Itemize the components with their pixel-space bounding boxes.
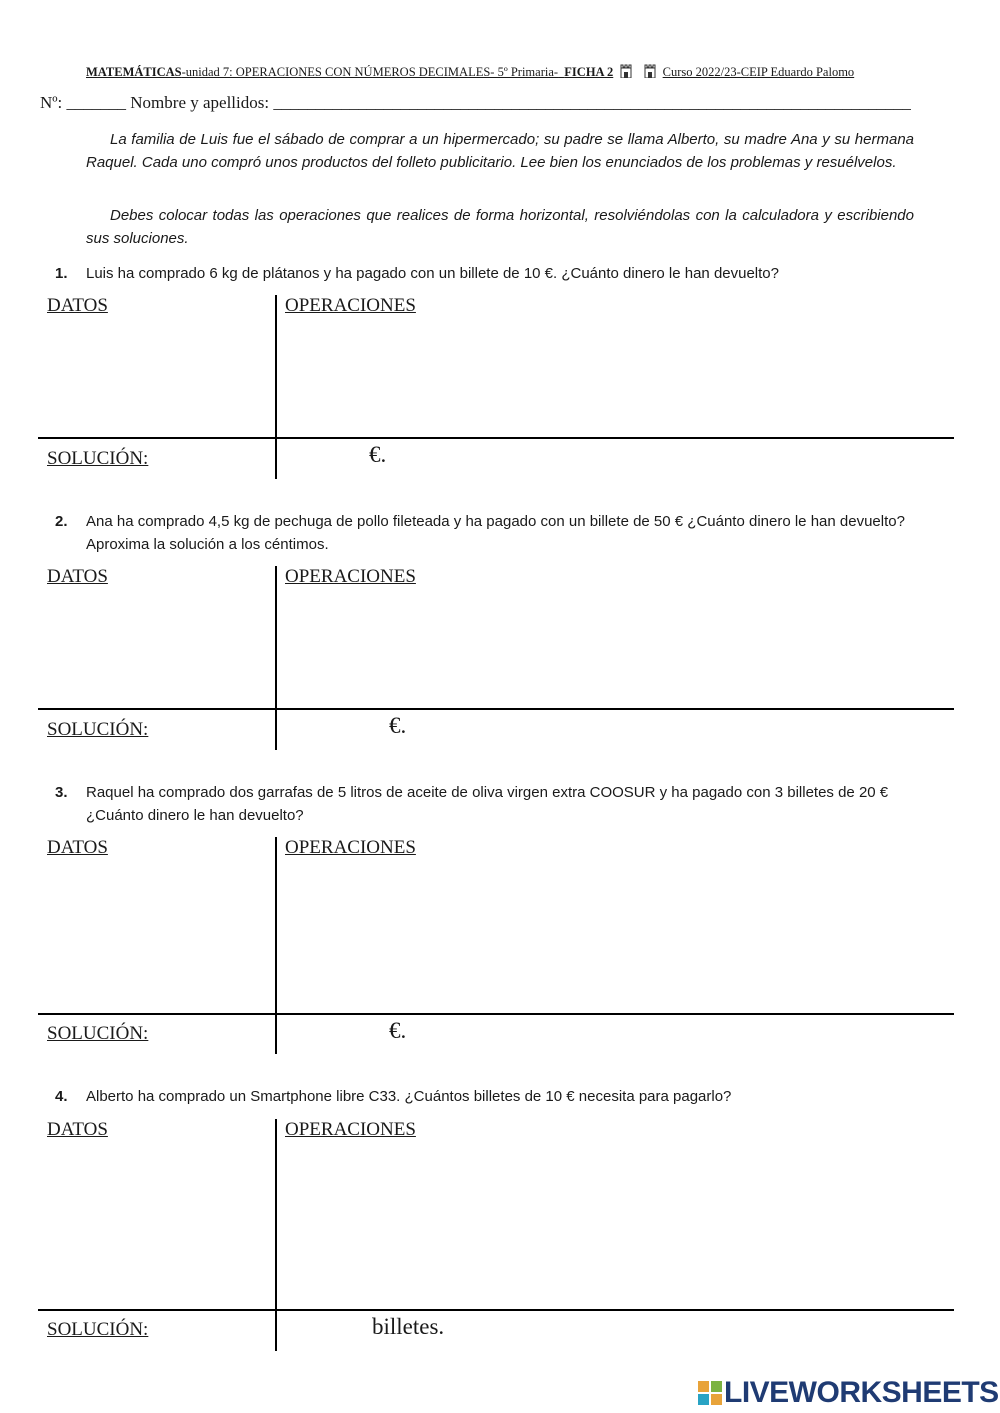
datos-label: DATOS <box>47 1119 108 1140</box>
operaciones-label: OPERACIONES <box>285 837 416 858</box>
datos-label: DATOS <box>47 566 108 587</box>
problem-4-statement <box>55 1085 916 1108</box>
student-line <box>40 93 911 113</box>
castle-icon <box>619 62 633 78</box>
solution-divider <box>38 708 954 710</box>
problem-4-answer-box <box>38 1119 954 1351</box>
solution-divider <box>38 1013 954 1015</box>
solution-divider <box>38 437 954 439</box>
header-sheet: FICHA 2 <box>564 65 614 79</box>
solucion-label: SOLUCIÓN: <box>47 1023 149 1044</box>
datos-label: DATOS <box>47 295 108 316</box>
problem-1-statement <box>55 262 916 285</box>
problem-text: Alberto ha comprado un Smartphone libre C33. ¿Cuántos billetes de 10 € necesita para pagarlo? <box>86 1088 732 1105</box>
problem-number: 4. <box>55 1088 68 1105</box>
header-subject: MATEMÁTICAS <box>86 65 182 79</box>
problem-number: 2. <box>55 513 68 530</box>
problem-3-statement <box>55 781 916 827</box>
datos-label: DATOS <box>47 837 108 858</box>
liveworksheets-brand[interactable]: LIVEWORKSHEETS <box>724 1376 999 1409</box>
solution-divider <box>38 1309 954 1311</box>
problem-number: 1. <box>55 265 68 282</box>
intro-paragraph-1: La familia de Luis fue el sábado de comprar a un hipermercado; su padre se llama Alberto, su madre Ana y su hermana Raquel. Cada uno compró unos productos del folleto publicitario. Lee bien los enunciados de los problemas y resuélvelos. <box>86 131 914 171</box>
problem-1-answer-box <box>38 295 954 479</box>
problem-2-statement <box>55 510 916 556</box>
solution-unit: €. <box>389 713 407 738</box>
column-divider <box>275 566 277 750</box>
problem-text: Luis ha comprado 6 kg de plátanos y ha pagado con un billete de 10 €. ¿Cuánto dinero le han devuelto? <box>86 265 779 282</box>
student-name-label[interactable]: Nombre y apellidos: ___________________________________________________________________________ <box>130 93 911 112</box>
intro-paragraph-2: Debes colocar todas las operaciones que realices de forma horizontal, resolviéndolas con la calculadora y escribiendo sus soluciones. <box>86 207 914 247</box>
operaciones-label: OPERACIONES <box>285 295 416 316</box>
solution-unit: billetes. <box>372 1314 445 1339</box>
column-divider <box>275 837 277 1054</box>
header-unit: -unidad 7: OPERACIONES CON NÚMEROS DECIMALES- 5º Primaria- <box>181 65 559 79</box>
problem-text: Raquel ha comprado dos garrafas de 5 litros de aceite de oliva virgen extra COOSUR y ha pagado con 3 billetes de 20 € ¿Cuánto dinero le han devuelto? <box>86 784 889 824</box>
solution-unit: €. <box>389 1018 407 1043</box>
column-divider <box>275 1119 277 1351</box>
worksheet-header <box>86 62 916 80</box>
solucion-label: SOLUCIÓN: <box>47 719 149 740</box>
student-number-label[interactable]: Nº: _______ <box>40 93 127 112</box>
column-divider <box>275 295 277 479</box>
header-course: Curso 2022/23-CEIP Eduardo Palomo <box>662 65 855 79</box>
problem-number: 3. <box>55 784 68 801</box>
operaciones-label: OPERACIONES <box>285 566 416 587</box>
problem-2-answer-box <box>38 566 954 750</box>
solucion-label: SOLUCIÓN: <box>47 1319 149 1340</box>
problem-text: Ana ha comprado 4,5 kg de pechuga de pollo fileteada y ha pagado con un billete de 50 € ¿Cuánto dinero le han devuelto? Aproxima la solución a los céntimos. <box>86 513 905 553</box>
header-line <box>86 65 613 79</box>
castle-icon <box>643 62 657 78</box>
solution-unit: €. <box>369 442 387 467</box>
problem-3-answer-box <box>38 837 954 1054</box>
operaciones-label: OPERACIONES <box>285 1119 416 1140</box>
solucion-label: SOLUCIÓN: <box>47 448 149 469</box>
liveworksheets-logo-icon <box>698 1381 722 1405</box>
